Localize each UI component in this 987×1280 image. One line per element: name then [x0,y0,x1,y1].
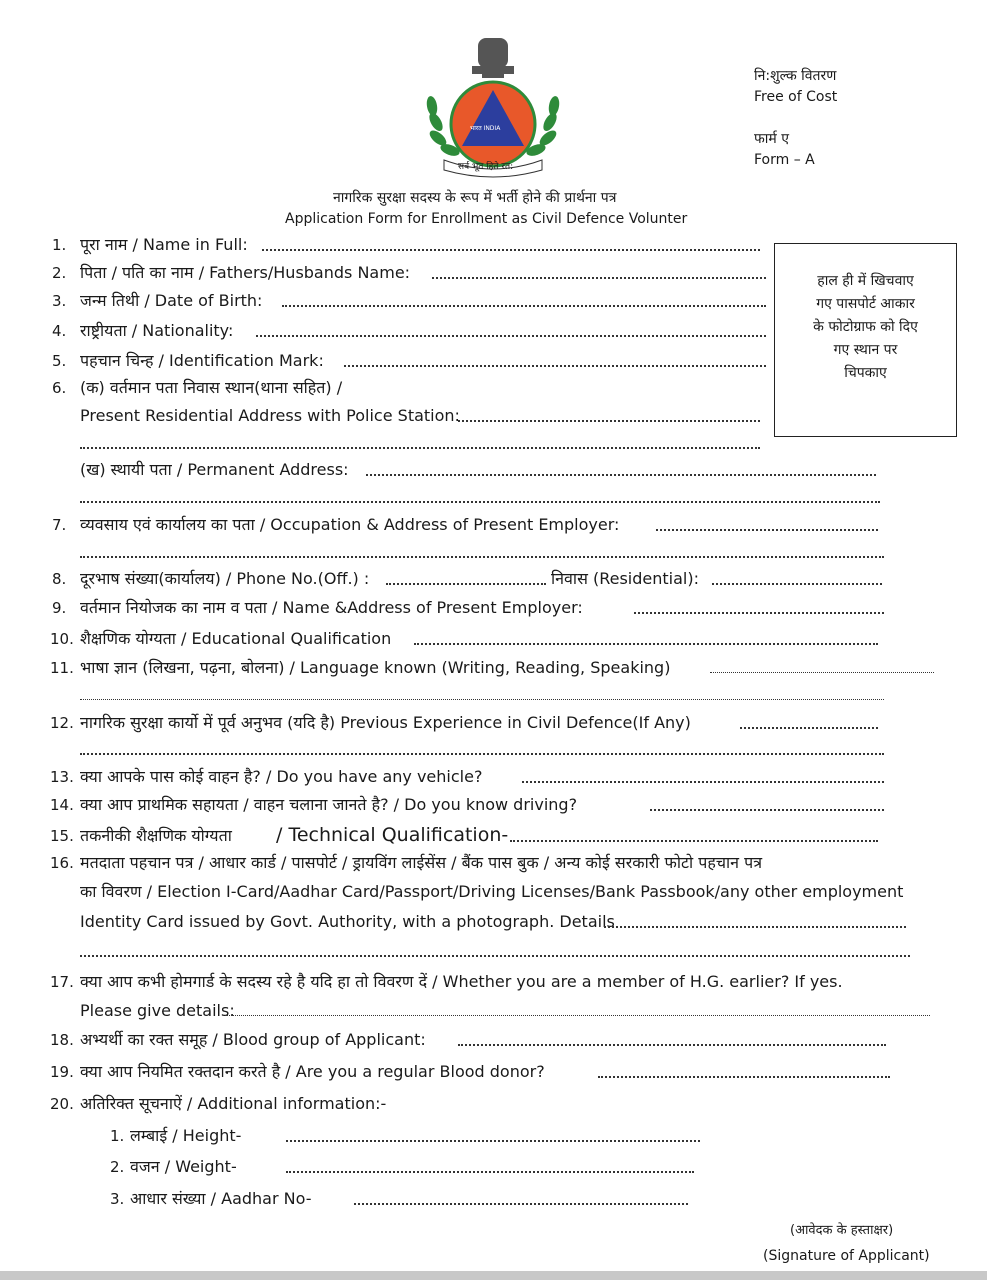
phone-office-label: दूरभाष संख्या(कार्यालय) / Phone No.(Off.) : [80,569,370,588]
sub-item-number: 3. [110,1190,125,1208]
photo-text-3: के फोटोग्राफ को दिए [813,319,918,335]
item-number: 10. [50,630,74,648]
technical-qualification-hindi-label: तकनीकी शैक्षणिक योग्यता [80,826,232,845]
item-number: 9. [52,599,67,617]
id-proof-hindi-label: मतदाता पहचान पत्र / आधार कार्ड / पासपोर्ट / ड्रायविंग लाईसेंस / बैंक पास बुक / अन्य कोई सरकारी फोटो पहचान पत्र [80,853,763,872]
identification-mark-label: पहचान चिन्ह / Identification Mark: [80,351,324,370]
height-field[interactable] [286,1140,700,1142]
occupation-address-field[interactable] [656,529,878,531]
educational-qualification-label: शैक्षणिक योग्यता / Educational Qualification [80,629,392,648]
signature-hindi: (आवेदक के हस्ताक्षर) [790,1223,894,1238]
full-name-label: पूरा नाम / Name in Full: [80,235,248,254]
driving-field[interactable] [650,809,884,811]
nationality-label: राष्ट्रीयता / Nationality: [80,321,234,340]
aadhar-label: आधार संख्या / Aadhar No- [130,1189,312,1208]
occupation-address-label: व्यवसाय एवं कार्यालय का पता / Occupation & Address of Present Employer: [80,515,620,534]
permanent-address-field-2[interactable] [80,501,880,503]
date-of-birth-field[interactable] [282,305,766,307]
blood-donor-label: क्या आप नियमित रक्तदान करते है / Are you a regular Blood donor? [80,1062,545,1081]
civil-defence-emblem [416,32,570,180]
item-number: 5. [52,352,67,370]
item-number: 3. [52,292,67,310]
photo-text-2: गए पासपोर्ट आकार [816,296,915,312]
item-number: 1. [52,236,67,254]
father-husband-name-field[interactable] [432,277,766,279]
technical-qualification-label: / Technical Qualification- [276,824,509,846]
present-address-field-2[interactable] [80,447,760,449]
item-number: 16. [50,854,74,872]
item-number: 6. [52,379,67,397]
present-address-label: Present Residential Address with Police Station: [80,406,460,425]
educational-qualification-field[interactable] [414,643,878,645]
present-employer-field[interactable] [634,612,884,614]
phone-residential-field[interactable] [712,583,882,585]
occupation-address-field-2[interactable] [80,556,884,558]
id-proof-details-field[interactable] [604,926,906,928]
date-of-birth-label: जन्म तिथी / Date of Birth: [80,291,263,310]
full-name-field[interactable] [262,249,760,251]
id-proof-details-field-2[interactable] [80,955,910,957]
photo-text-1: हाल ही में खिचवाए [817,273,914,289]
form-a: Form – A [754,152,815,168]
home-guard-label: क्या आप कभी होमगार्ड के सदस्य रहे है यदि हा तो विवरण दें / Whether you are a member of H.G. earlier? If yes. [80,972,843,991]
nationality-field[interactable] [256,335,766,337]
sub-item-number: 1. [110,1127,125,1145]
father-husband-name-label: पिता / पति का नाम / Fathers/Husbands Name: [80,263,411,282]
phone-residential-label: निवास (Residential): [551,569,699,588]
item-number: 7. [52,516,67,534]
vehicle-field[interactable] [522,781,884,783]
permanent-address-field[interactable] [366,474,876,476]
id-proof-label: का विवरण / Election I-Card/Aadhar Card/Passport/Driving Licenses/Bank Passbook/any other employment [80,882,904,901]
item-number: 15. [50,827,74,845]
language-known-field-2[interactable] [80,699,884,700]
home-guard-details-field[interactable] [226,1015,930,1016]
language-known-label: भाषा ज्ञान (लिखना, पढ़ना, बोलना) / Language known (Writing, Reading, Speaking) [80,658,671,677]
signature-label: (Signature of Applicant) [763,1248,930,1264]
aadhar-field[interactable] [354,1203,688,1205]
item-number: 8. [52,570,67,588]
item-number: 20. [50,1095,74,1113]
permanent-address-label: (ख) स्थायी पता / Permanent Address: [80,460,349,479]
id-proof-details-label: Identity Card issued by Govt. Authority, with a photograph. Details [80,912,615,931]
item-number: 18. [50,1031,74,1049]
item-number: 13. [50,768,74,786]
item-number: 2. [52,264,67,282]
previous-experience-label: नागरिक सुरक्षा कार्यो में पूर्व अनुभव (यदि है) Previous Experience in Civil Defence(If Any) [80,713,691,732]
photo-placeholder-box [774,243,957,437]
blood-group-label: अभ्यर्थी का रक्त समूह / Blood group of Applicant: [80,1030,426,1049]
present-address-hindi-label: (क) वर्तमान पता निवास स्थान(थाना सहित) / [80,378,343,397]
item-number: 19. [50,1063,74,1081]
language-known-field[interactable] [710,672,934,673]
item-number: 14. [50,796,74,814]
additional-info-label: अतिरिक्त सूचनाऐं / Additional information:- [80,1094,387,1113]
previous-experience-field-2[interactable] [80,753,884,755]
technical-qualification-field[interactable] [510,840,878,842]
blood-donor-field[interactable] [598,1076,890,1078]
vehicle-label: क्या आपके पास कोई वाहन है? / Do you have any vehicle? [80,767,483,786]
driving-label: क्या आप प्राथमिक सहायता / वाहन चलाना जानते है? / Do you know driving? [80,795,578,814]
item-number: 4. [52,322,67,340]
item-number: 12. [50,714,74,732]
title-english: Application Form for Enrollment as Civil Defence Volunter [285,211,688,227]
free-distribution-hindi: नि:शुल्क वितरण [754,68,837,84]
emblem-india-text: भारत INDIA [470,125,501,132]
item-number: 11. [50,659,74,677]
phone-office-field[interactable] [386,583,546,585]
blood-group-field[interactable] [458,1044,886,1046]
photo-text-4: गए स्थान पर [833,342,898,358]
emblem-motto: सर्व भूत हिते रत: [458,162,514,172]
photo-text-5: चिपकाए [844,365,887,381]
present-address-field[interactable] [458,420,760,422]
height-label: लम्बाई / Height- [130,1126,242,1145]
free-of-cost: Free of Cost [754,89,838,105]
identification-mark-field[interactable] [344,365,766,367]
previous-experience-field[interactable] [740,727,878,729]
present-employer-label: वर्तमान नियोजक का नाम व पता / Name &Address of Present Employer: [80,598,583,617]
item-number: 17. [50,973,74,991]
sub-item-number: 2. [110,1158,125,1176]
title-hindi: नागरिक सुरक्षा सदस्य के रूप में भर्ती होने की प्रार्थना पत्र [333,190,617,206]
form-a-hindi: फार्म ए [754,131,789,147]
weight-label: वजन / Weight- [130,1157,237,1176]
weight-field[interactable] [286,1171,694,1173]
page-bottom-edge [0,1271,987,1280]
home-guard-details-label: Please give details: [80,1001,235,1020]
